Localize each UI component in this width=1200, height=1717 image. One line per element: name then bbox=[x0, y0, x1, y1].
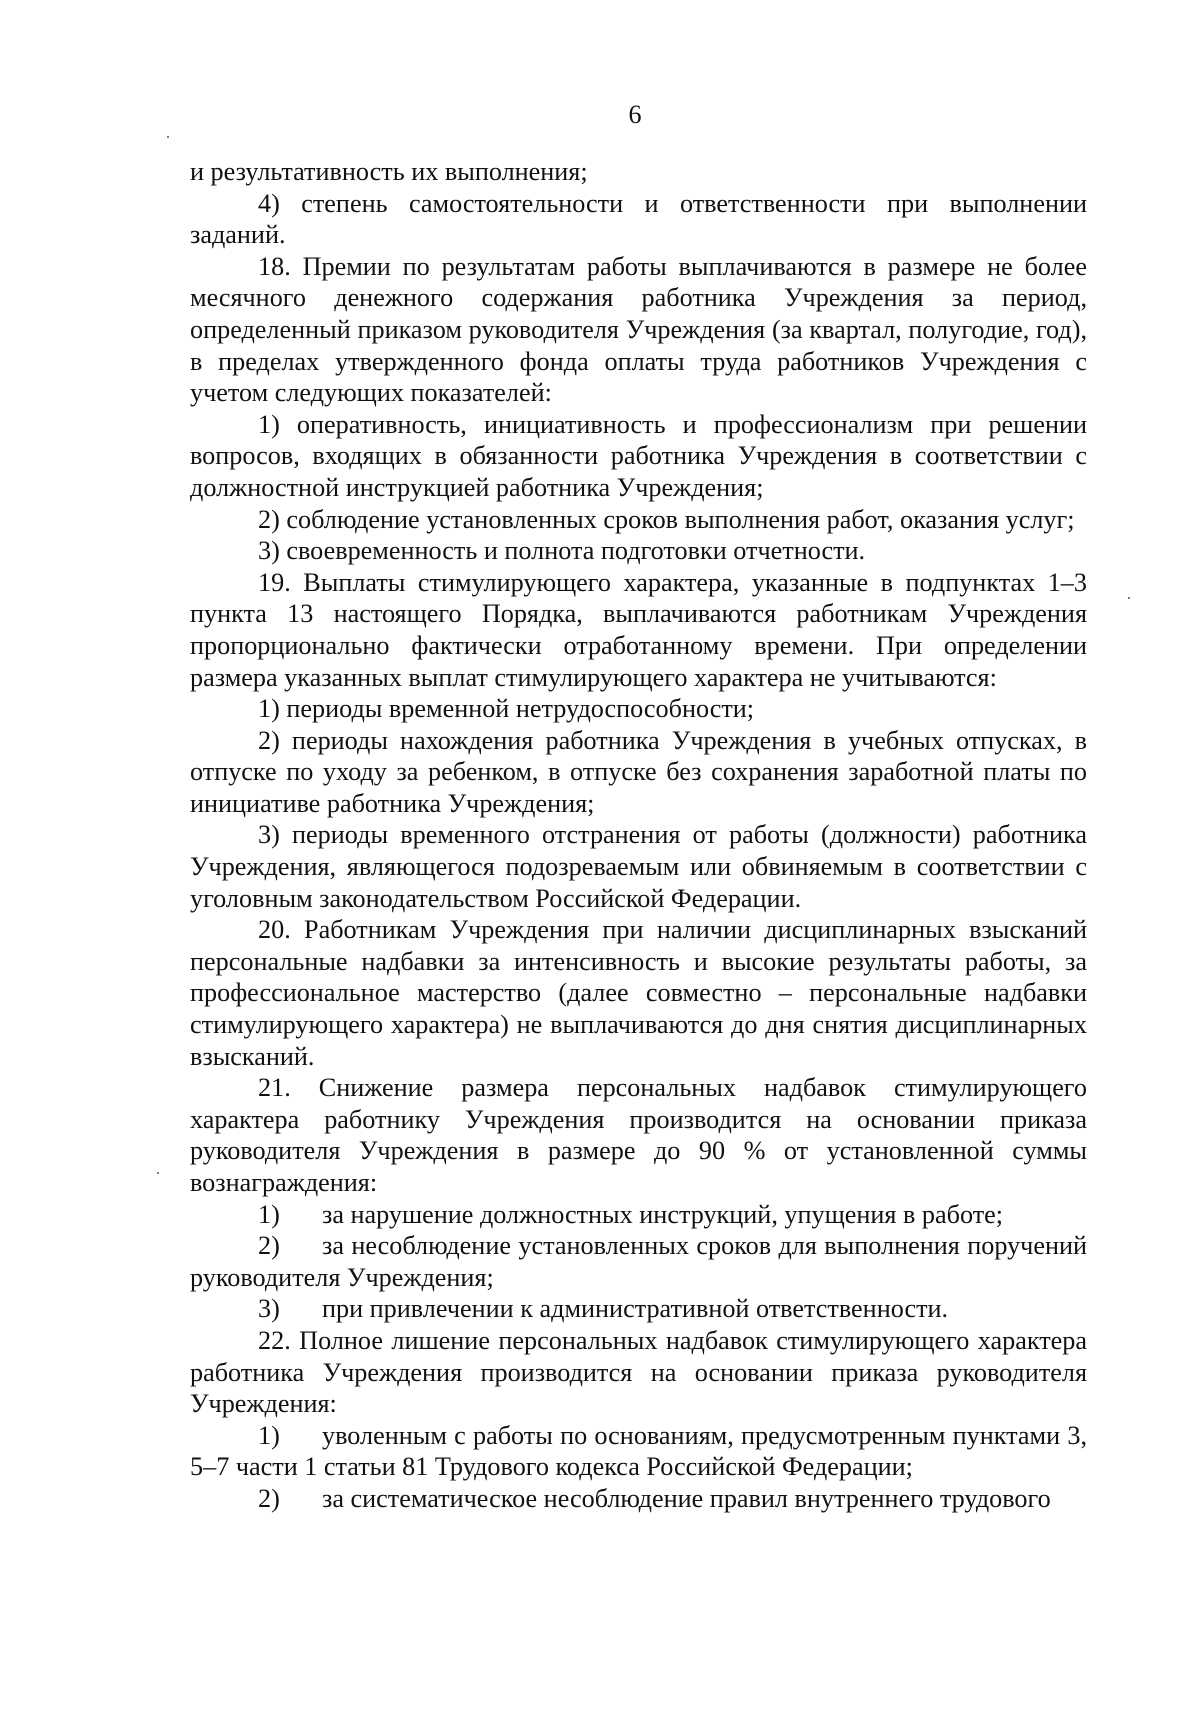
list-item-text: за систематическое несоблюдение правил внутреннего трудового bbox=[322, 1483, 1051, 1513]
paragraph bbox=[190, 504, 1087, 536]
paragraph-text: 18. Премии по результатам работы выплачиваются в размере не более месячного денежного содержания работника Учреждения за период, определенный приказом руководителя Учреждения (за квартал, полугодие, год), в пределах утвержденного фонда оплаты труда работников Учреждения с учетом следующих показателей: bbox=[190, 251, 1087, 408]
list-item-text: за нарушение должностных инструкций, упущения в работе; bbox=[322, 1199, 1004, 1229]
list-item-number: 1) bbox=[258, 1420, 280, 1450]
paragraph bbox=[190, 409, 1087, 504]
list-item bbox=[190, 1420, 1087, 1483]
paragraph-text: 21. Снижение размера персональных надбавок стимулирующего характера работнику Учреждения производится на основании приказа руководителя Учреждения в размере до 90 % от установленной суммы вознаграждения: bbox=[190, 1073, 1087, 1197]
scan-speck bbox=[1128, 597, 1130, 599]
paragraph-text: 2) соблюдение установленных сроков выполнения работ, оказания услуг; bbox=[258, 504, 1075, 534]
paragraph-text: 19. Выплаты стимулирующего характера, указанные в подпунктах 1–3 пункта 13 настоящего Порядка, выплачиваются работникам Учреждения пропорционально фактически отработанному времени. При определении размера указанных выплат стимулирующего характера не учитываются: bbox=[190, 567, 1087, 692]
paragraph bbox=[190, 1072, 1087, 1198]
paragraph bbox=[190, 725, 1087, 820]
page-number: 6 bbox=[628, 100, 642, 129]
list-item-number: 1) bbox=[258, 1199, 280, 1229]
list-item-text: уволенным с работы по основаниям, предусмотренным пунктами 3, 5–7 части 1 статьи 81 Трудового кодекса Российской Федерации; bbox=[190, 1420, 1087, 1482]
paragraph-text: 2) периоды нахождения работника Учреждения в учебных отпусках, в отпуске по уходу за ребенком, в отпуске без сохранения заработной платы по инициативе работника Учреждения; bbox=[190, 725, 1087, 818]
paragraph bbox=[190, 251, 1087, 409]
paragraph-text: и результативность их выполнения; bbox=[190, 157, 588, 186]
paragraph-text: 1) оперативность, инициативность и профессионализм при решении вопросов, входящих в обязанности работника Учреждения в соответствии с должностной инструкцией работника Учреждения; bbox=[190, 409, 1087, 502]
list-item-text: за несоблюдение установленных сроков для выполнения поручений руководителя Учреждения; bbox=[190, 1231, 1087, 1292]
paragraph bbox=[190, 1325, 1087, 1420]
scan-speck bbox=[157, 1172, 159, 1174]
list-item-text: при привлечении к административной ответственности. bbox=[322, 1294, 949, 1324]
paragraph bbox=[190, 188, 1087, 251]
scan-speck bbox=[167, 136, 169, 138]
paragraph bbox=[190, 567, 1087, 693]
list-item bbox=[190, 1293, 1087, 1325]
paragraph-text: 3) своевременность и полнота подготовки отчетности. bbox=[258, 536, 866, 566]
list-item-number: 2) bbox=[258, 1483, 280, 1513]
paragraph bbox=[190, 693, 1087, 725]
paragraph bbox=[190, 914, 1087, 1072]
list-item bbox=[190, 1483, 1087, 1515]
list-item-number: 3) bbox=[258, 1294, 280, 1324]
paragraph-text: 20. Работникам Учреждения при наличии дисциплинарных взысканий персональные надбавки за интенсивность и высокие результаты работы, за профессиональное мастерство (далее совместно – персональные надбавки стимулирующего характера) не выплачиваются до дня снятия дисциплинарных взысканий. bbox=[190, 915, 1087, 1071]
paragraph-text: 4) степень самостоятельности и ответственности при выполнении заданий. bbox=[190, 188, 1087, 250]
document-body bbox=[190, 156, 1087, 1515]
list-item bbox=[190, 1230, 1087, 1293]
paragraph-text: 22. Полное лишение персональных надбавок стимулирующего характера работника Учреждения производится на основании приказа руководителя Учреждения: bbox=[190, 1325, 1087, 1419]
paragraph bbox=[190, 156, 1087, 188]
list-item bbox=[190, 1199, 1087, 1231]
paragraph bbox=[190, 535, 1087, 567]
paragraph bbox=[190, 819, 1087, 914]
paragraph-text: 1) периоды временной нетрудоспособности; bbox=[258, 694, 755, 724]
paragraph-text: 3) периоды временного отстранения от работы (должности) работника Учреждения, являющегося подозреваемым или обвиняемым в соответствии с уголовным законодательством Российской Федерации. bbox=[190, 820, 1087, 913]
list-item-number: 2) bbox=[258, 1231, 280, 1261]
